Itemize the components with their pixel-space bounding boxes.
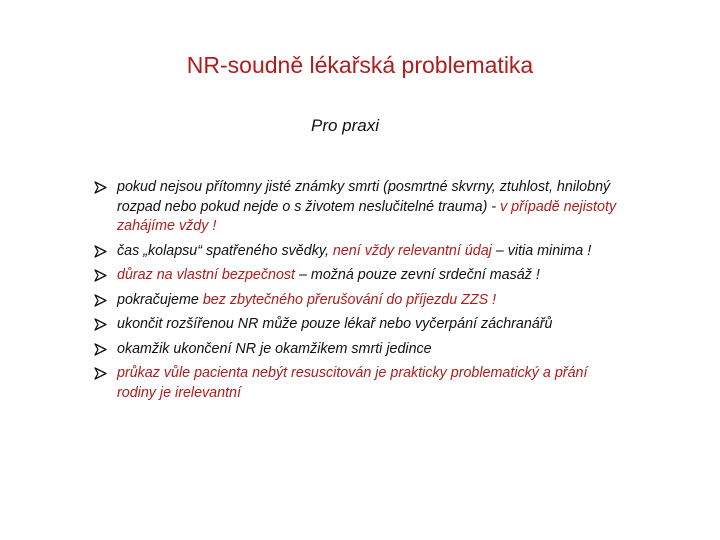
arrow-bullet-icon — [94, 343, 107, 356]
arrow-bullet-icon — [94, 269, 107, 282]
list-item-text: – vitia minima ! — [491, 242, 592, 259]
list-item — [94, 340, 629, 360]
arrow-bullet-icon — [94, 367, 107, 380]
list-item — [94, 178, 629, 237]
arrow-bullet-icon — [94, 245, 107, 258]
list-item-text: pokud nejsou přítomny jisté známky smrti (posmrtné skvrny, ztuhlost, hnilobný rozpad nebo pokud nejde o s životem neslučitelné trauma) - — [117, 179, 611, 215]
list-item — [94, 291, 629, 311]
bullet-list — [94, 178, 629, 408]
list-item — [94, 364, 629, 403]
list-item-text: okamžik ukončení NR je okamžikem smrti jedince — [117, 340, 432, 357]
list-item-emphasis: průkaz vůle pacienta nebýt resuscitován je prakticky problematický a přání rodiny je irelevantní — [117, 365, 588, 401]
list-item — [94, 266, 629, 286]
arrow-bullet-icon — [94, 181, 107, 194]
list-item-text: – možná pouze zevní srdeční masáž ! — [295, 267, 540, 283]
list-item-text: ukončit rozšířenou NR může pouze lékař nebo vyčerpání záchranářů — [117, 316, 553, 332]
list-item — [94, 315, 629, 335]
list-item-text: čas „kolapsu“ spatřeného svědky, — [117, 242, 333, 259]
list-item-emphasis: v případě nejistoty zahájíme vždy ! — [117, 198, 617, 234]
list-item-text: pokračujeme — [117, 291, 203, 308]
slide-title: NR-soudně lékařská problematika — [186, 52, 534, 78]
list-item-emphasis: není vždy relevantní údaj — [332, 242, 492, 259]
list-item — [94, 242, 629, 262]
arrow-bullet-icon — [94, 294, 107, 307]
slide-subtitle: Pro praxi — [310, 116, 380, 135]
arrow-bullet-icon — [94, 318, 107, 331]
list-item-emphasis: důraz na vlastní bezpečnost — [117, 267, 296, 283]
list-item-emphasis: bez zbytečného přerušování do příjezdu ZZS ! — [202, 291, 497, 308]
